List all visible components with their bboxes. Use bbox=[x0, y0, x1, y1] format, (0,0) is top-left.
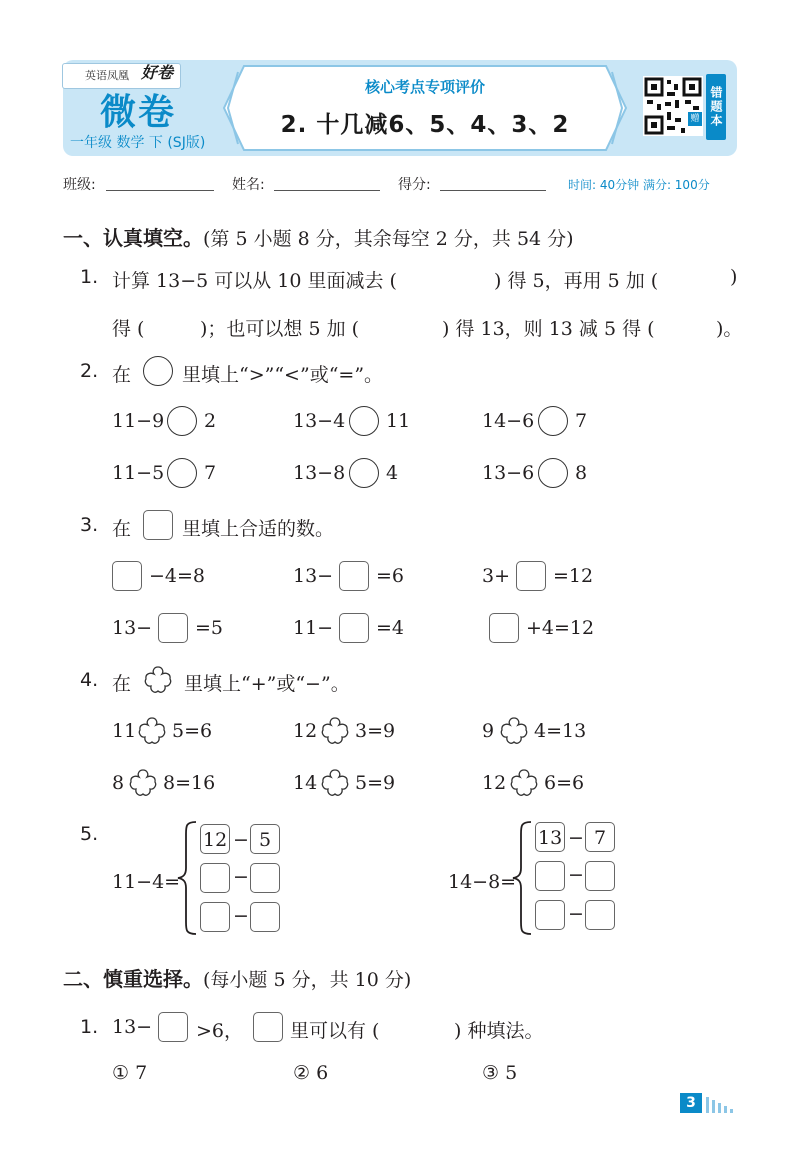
q4-item-1-answer[interactable] bbox=[135, 714, 169, 748]
q4-item-2-left: 12 bbox=[293, 720, 318, 742]
q4-item-3-right: 4=13 bbox=[534, 720, 587, 742]
q1-text-e: )；也可以想 5 加 ( bbox=[200, 318, 360, 340]
s2-q1-box-1 bbox=[158, 1012, 188, 1042]
q4-text-a: 在 bbox=[112, 673, 132, 695]
q3-number: 3. bbox=[80, 514, 99, 536]
q5-number: 5. bbox=[80, 823, 99, 845]
q4-item-2-right: 3=9 bbox=[355, 720, 396, 742]
q3-item-5-answer[interactable] bbox=[339, 613, 369, 643]
q4-item-5-left: 14 bbox=[293, 772, 318, 794]
q4-item-3-answer[interactable] bbox=[497, 714, 531, 748]
q3-item-2-answer[interactable] bbox=[339, 561, 369, 591]
q5-left-b-value: 5 bbox=[258, 829, 272, 851]
circle-icon bbox=[143, 356, 173, 386]
q5-right-minus-3: − bbox=[568, 903, 584, 925]
q3-item-4-post: =5 bbox=[195, 617, 224, 639]
q4-item-5-answer[interactable] bbox=[318, 766, 352, 800]
q2-item-4-right: 7 bbox=[204, 462, 217, 484]
s2-q1-number: 1. bbox=[80, 1016, 99, 1038]
q5-left-minus-2: − bbox=[233, 866, 249, 888]
grade-subtitle: 一年级 数学 下 (SJ版) bbox=[70, 135, 206, 151]
q2-item-2-left: 13−4 bbox=[293, 410, 346, 432]
q2-item-4-answer[interactable] bbox=[167, 458, 197, 488]
q5-left-row3-a[interactable] bbox=[200, 902, 230, 932]
q2-item-2-answer[interactable] bbox=[349, 406, 379, 436]
q2-item-1-left: 11−9 bbox=[112, 410, 165, 432]
q2-item-2-right: 11 bbox=[386, 410, 411, 432]
series-title: 微卷 bbox=[100, 92, 177, 133]
q2-item-6-answer[interactable] bbox=[538, 458, 568, 488]
q3-item-4-answer[interactable] bbox=[158, 613, 188, 643]
q4-item-6-left: 12 bbox=[482, 772, 507, 794]
q3-item-4-pre: 13− bbox=[112, 617, 153, 639]
section1-title: 一、认真填空。 bbox=[63, 226, 203, 250]
q4-text-b: 里填上“+”或“−”。 bbox=[184, 673, 350, 695]
q4-item-4-left: 8 bbox=[112, 772, 125, 794]
q5-left-row2-a[interactable] bbox=[200, 863, 230, 893]
q5-right-row3-a[interactable] bbox=[535, 900, 565, 930]
q2-item-6-right: 8 bbox=[575, 462, 588, 484]
q1-text-f: ) 得 13，则 13 减 5 得 ( bbox=[442, 318, 655, 340]
class-label: 班级: bbox=[63, 177, 96, 193]
name-label: 姓名: bbox=[232, 177, 265, 193]
section2-title: 二、慎重选择。 bbox=[63, 967, 203, 991]
q5-right-row2-a[interactable] bbox=[535, 861, 565, 891]
q3-item-3-answer[interactable] bbox=[516, 561, 546, 591]
option-2[interactable]: ② 6 bbox=[293, 1062, 329, 1084]
q2-item-4-left: 11−5 bbox=[112, 462, 165, 484]
topic-title: 2. 十几减6、5、4、3、2 bbox=[280, 112, 570, 138]
q5-right-minus-2: − bbox=[568, 864, 584, 886]
q2-item-1-right: 2 bbox=[204, 410, 217, 432]
s2-q1-tail2: ) 种填法。 bbox=[454, 1020, 544, 1042]
q5-left-row2-b[interactable] bbox=[250, 863, 280, 893]
q3-item-3-post: =12 bbox=[553, 565, 594, 587]
q2-item-3-right: 7 bbox=[575, 410, 588, 432]
q3-item-6-post: +4=12 bbox=[526, 617, 595, 639]
q3-text-a: 在 bbox=[112, 518, 132, 540]
q3-item-2-post: =6 bbox=[376, 565, 405, 587]
q5-left-a-value: 12 bbox=[203, 829, 228, 851]
q4-item-6-right: 6=6 bbox=[544, 772, 585, 794]
score-field[interactable] bbox=[440, 190, 546, 191]
eval-type-title: 核心考点专项评价 bbox=[364, 78, 485, 96]
section2-note: (每小题 5 分，共 10 分) bbox=[203, 969, 412, 991]
q2-item-6-left: 13−6 bbox=[482, 462, 535, 484]
q4-item-4-answer[interactable] bbox=[126, 766, 160, 800]
s2-q1-pre: 13− bbox=[112, 1016, 153, 1038]
q1-text-b: ) 得 5，再用 5 加 ( bbox=[494, 270, 659, 292]
section2-heading bbox=[63, 963, 411, 992]
q5-left-minus-1: − bbox=[233, 829, 249, 851]
q5-right-a-value: 13 bbox=[538, 827, 563, 849]
q4-item-1-left: 11 bbox=[112, 720, 137, 742]
s2-q1-box-2 bbox=[253, 1012, 283, 1042]
time-score-info: 时间: 40分钟 满分: 100分 bbox=[568, 178, 710, 192]
q1-text-d: 得 ( bbox=[112, 318, 145, 340]
q5-right-row3-b[interactable] bbox=[585, 900, 615, 930]
box-icon bbox=[143, 510, 173, 540]
q4-number: 4. bbox=[80, 669, 99, 691]
s2-q1-tail: 里可以有 ( bbox=[290, 1020, 380, 1042]
q3-item-6-answer[interactable] bbox=[489, 613, 519, 643]
q4-item-1-right: 5=6 bbox=[172, 720, 213, 742]
q5-right-minus-1: − bbox=[568, 827, 584, 849]
q3-item-5-post: =4 bbox=[376, 617, 405, 639]
q2-item-5-left: 13−8 bbox=[293, 462, 346, 484]
brand-logo: 好卷 bbox=[141, 63, 174, 82]
error-book-tab[interactable]: 错题本 bbox=[706, 74, 726, 140]
q2-item-5-right: 4 bbox=[386, 462, 399, 484]
option-3[interactable]: ③ 5 bbox=[482, 1062, 518, 1084]
q4-item-6-answer[interactable] bbox=[507, 766, 541, 800]
q4-item-2-answer[interactable] bbox=[318, 714, 352, 748]
flower-icon bbox=[141, 663, 175, 697]
name-field[interactable] bbox=[274, 190, 380, 191]
left-brace-icon bbox=[176, 820, 198, 936]
qr-code-icon[interactable] bbox=[643, 76, 703, 136]
q2-item-3-left: 14−6 bbox=[482, 410, 535, 432]
q3-text-b: 里填上合适的数。 bbox=[182, 518, 335, 540]
q1-text-g: )。 bbox=[716, 318, 743, 340]
q1-text-a: 计算 13−5 可以从 10 里面减去 ( bbox=[112, 270, 397, 292]
section1-note: (第 5 小题 8 分，其余每空 2 分，共 54 分) bbox=[203, 228, 574, 250]
q1-text-c: ) bbox=[730, 266, 738, 288]
score-label: 得分: bbox=[398, 177, 431, 193]
q1-number: 1. bbox=[80, 266, 99, 288]
class-field[interactable] bbox=[106, 190, 214, 191]
q3-item-1-post: −4=8 bbox=[149, 565, 206, 587]
q4-item-3-left: 9 bbox=[482, 720, 495, 742]
q2-number: 2. bbox=[80, 360, 99, 382]
q5-right-expr: 14−8= bbox=[448, 871, 517, 893]
q5-left-row3-b[interactable] bbox=[250, 902, 280, 932]
brand-name: 英语凤凰 bbox=[85, 69, 129, 82]
page-number: 3 bbox=[680, 1093, 702, 1113]
q5-left-minus-3: − bbox=[233, 905, 249, 927]
s2-q1-mid: >6， bbox=[196, 1020, 244, 1042]
gift-badge: 赠 bbox=[688, 112, 702, 126]
right-brace-icon bbox=[511, 820, 533, 936]
section1-heading bbox=[63, 222, 574, 251]
q4-item-4-right: 8=16 bbox=[163, 772, 216, 794]
q2-item-1-answer[interactable] bbox=[167, 406, 197, 436]
q3-item-3-pre: 3+ bbox=[482, 565, 511, 587]
q2-text-a: 在 bbox=[112, 364, 132, 386]
q2-text-b: 里填上“>”“<”或“=”。 bbox=[182, 364, 384, 386]
q3-item-2-pre: 13− bbox=[293, 565, 334, 587]
option-1[interactable]: ① 7 bbox=[112, 1062, 148, 1084]
q2-item-5-answer[interactable] bbox=[349, 458, 379, 488]
q5-right-row2-b[interactable] bbox=[585, 861, 615, 891]
page-bars-icon bbox=[706, 1095, 740, 1113]
q2-item-3-answer[interactable] bbox=[538, 406, 568, 436]
q5-right-b-value: 7 bbox=[593, 827, 607, 849]
q5-left-expr: 11−4= bbox=[112, 871, 181, 893]
q4-item-5-right: 5=9 bbox=[355, 772, 396, 794]
q3-item-5-pre: 11− bbox=[293, 617, 334, 639]
q3-item-1-answer[interactable] bbox=[112, 561, 142, 591]
